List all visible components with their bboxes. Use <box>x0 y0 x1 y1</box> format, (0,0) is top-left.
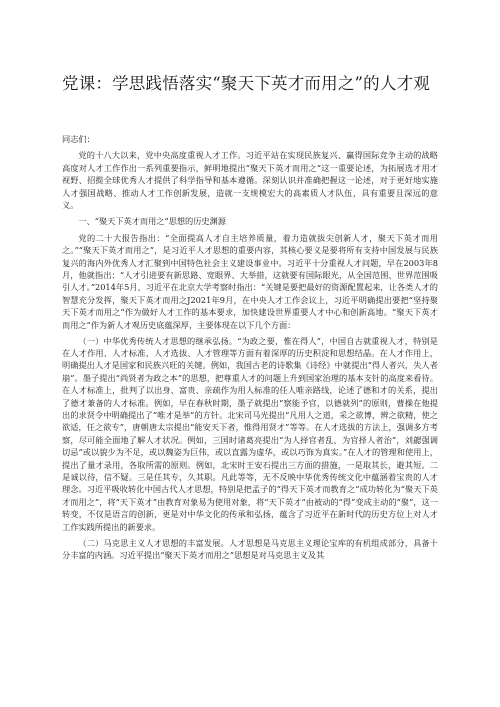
body-paragraph: 党的二十大报告指出：“全面提高人才自主培养质量，着力造就拔尖创新人才，聚天下英才而用之。”“聚天下英才而用之”，是习近平人才思想的重要内容，其核心要义是要将所有支持中国发展与民族复兴的海内外优秀人才汇聚到中国特色社会主义建设事业中。习近平十分重视人才问题，早在2003年8月，他就指出：“人才引进要有新思路、宽眼界、大举措，这就要有国际眼光，从全国范围、世界范围吸引人才。”2014年5月，习近平在北京大学考察时指出：“关键是要把最好的资源配置起来，让各类人才的智慧充分发挥，聚天下英才而用之J2021年9月，在中央人才工作会议上，习近平明确提出要把“坚持聚天下英才而用之”作为做好人才工作的基本要求，加快建设世界重要人才中心和创新高地。“聚天下英才而用之”作为新人才观历史底蕴深厚，主要体现在以下几个方面： <box>62 232 438 330</box>
intro-paragraph: 党的十八大以来，党中央高度重视人才工作。习近平站在实现民族复兴、赢得国际竞争主动的战略高度对人才工作作出一系列重要指示，鲜明地提出“聚天下英才而用之”这一重要论述，为拓展选才用才视野、招揽全球优秀人才提供了科学指导和基本遵循。深刻认识并准确把握这一论述，对于更好地实施人才强国战略、推动人才工作创新发展，造就一支规模宏大的高素质人才队伍，具有重要且深远的意义。 <box>62 150 438 211</box>
document-title: 党课：学思践悟落实“聚天下英才而用之”的人才观 <box>62 74 430 93</box>
section-heading: 一、“聚天下英才而用之”思想的历史渊源 <box>78 216 226 227</box>
body-paragraph-marxist-thought: （二）马克思主义人才思想的丰富发展。人才思想是马克思主义理论宝库的有机组成部分，具备十分丰富的内涵。习近平提出“聚天下英才而用之”思想是对马克思主义及其 <box>62 537 438 560</box>
document-body <box>62 133 438 565</box>
body-paragraph-traditional-thought: （一）中华优秀传统人才思想的继承弘扬。“为政之要，惟在得人”，中国自古就重视人才，特别是在人才作用、人才标准、人才选拔、人才管理等方面有着深厚的历史积淀和思想结晶。在人才作用上，明确提出人才是国家和民族兴旺的关键。例如，我国古老的诗歌集《诗经》中就提出“得人者兴，失人者崩”。墨子提出“尚贤者为政之本”的思想，把尊重人才的问题上升到国家治理的基本支针的高度来看待。在人才标准上，批判了以出身、富贵、亲疏作为用人标准的任人唯亲路线，论述了德和才的关系，提出了德才兼备的人才标准。例如，早在春秋时期，墨子就提出“察能予官，以德就列”的原则，曹操在他提出的求贤令中明确提出了“唯才是举”的方针。北宋司马光提出“凡用人之道，采之欲博，辨之欲精，使之欲适，任之欲专”，唐朝唐太宗提出“能安天下者，惟得用贤才”等等。在人才选拔的方法上，强调多方考察，尽可能全面地了解人才状况。例如，三国时诸葛亮提出“为人择官者乱，为官择人者治”，刘勰强调切忌“或以貌少为不足，或以魏姿为巨伟，或以直露为虚华，或以巧饰为真实。”在人才的管理和使用上，提出了量才录用，各取所需的原则。例如，北宋时王安石提出三方面的措施，一是取其长，避其短。二是诚以待，信不疑。三是任其专，久其职。凡此等等，无不反映中华优秀传统文化中蕴涵着宝贵的人才理念。习近平吸收转化中国古代人才思想，特别是把孟子的“得天下英才而教育之”成功转化为“聚天下英才而用之”，将“天下英才”由教育对象易为使用对象，将“天下英才”由被动的“得”变成主动的“聚”，这一转变，不仅是语言的创新，更是对中华文化的传承和弘扬，蕴含了习近平在新时代的历史方位上对人才工作实践所提出的新要求。 <box>62 335 438 532</box>
salutation: 同志们： <box>62 134 95 144</box>
